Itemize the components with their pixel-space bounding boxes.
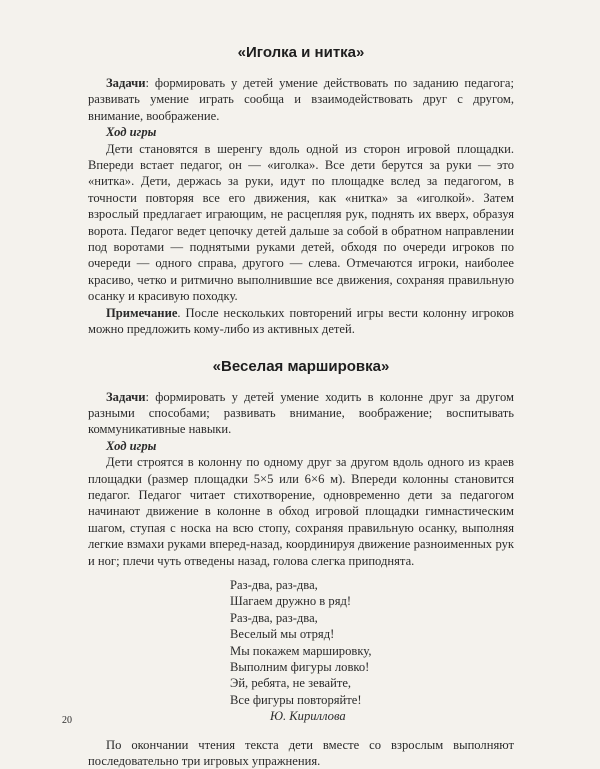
tasks-text: : формировать у детей умение действовать по заданию педагога; развивать умение играть сообща и взаимодействовать друг с другом, внимание, воображение. [88,76,514,123]
game-title-needle-and-thread: «Иголка и нитка» [237,44,365,61]
note-paragraph [88,305,514,338]
tasks-text: : формировать у детей умение ходить в колонне друг за другом разными способами; развивать внимание, воображение; воспитывать коммуникативные навыки. [88,389,514,437]
poem-line: Веселый мы отряд! [230,627,335,642]
note-label: Примечание [106,305,178,320]
poem-line: Эй, ребята, не зевайте, [230,676,352,691]
game-title-merry-march: «Веселая маршировка» [212,357,390,375]
poem-line: Выполним фигуры ловко! [230,660,370,674]
game-course-text: Дети строятся в колонну по одному друг за другом вдоль одного из краев площадки (размер площадки 5×5 или 6×6 м). Впереди колонны становится педагог. Педагог читает стихотворение, одновременно дети за педагогом начинают движение в колонне в обход игровой площадки гимнастическим шагом, ступая с носка на всю стопу, сохраняя правильную осанку, выполняя легкие взмахи руками вперед-назад, координируя движение разноименных рук и ног; плечи чуть отведены назад, голова слегка приподнята. [88,455,514,568]
poem [230,577,514,725]
poem-author: Ю. Кириллова [270,709,346,724]
poem-line: Шагаем дружно в ряд! [230,594,352,609]
page-number: 20 [62,715,72,726]
game-course-heading: Ход игры [106,125,157,140]
tasks-paragraph [88,389,514,438]
poem-line: Мы покажем маршировку, [230,643,372,658]
note-text: . После нескольких повторений игры вести колонну игроков можно предложить кому-либо из активных детей. [88,305,514,337]
tasks-label: Задачи [106,389,146,404]
after-poem-text: По окончании чтения текста дети вместе со взрослым выполняют последовательно три игровых упражнения. [88,737,514,769]
poem-line: Все фигуры повторяйте! [230,692,362,707]
poem-line: Раз-два, раз-два, [230,610,318,625]
tasks-label: Задачи [106,76,146,90]
game-course-text: Дети становятся в шеренгу вдоль одной из сторон игровой площадки. Впереди встает педагог, он — «иголка». Все дети берутся за руки — это «нитка». Дети, держась за руки, идут по площадке вслед за педагогом, в точности повторяя все его движения, как «нитка» за «иголкой». Затем взрослый предлагает играющим, не расцепляя рук, поднять их вверх, образуя ворота. Педагог ведет цепочку детей дальше за собой в обратном направлении под воротами — поднятыми руками детей, обходя по очереди игроков по очереди — одного справа, другого — слева. Отмечаются игроки, наиболее красиво, четко и ритмично выполнившие все движения, сохраняя правильную осанку и красивую походку. [88,141,514,304]
tasks-paragraph [88,75,514,124]
poem-line: Раз-два, раз-два, [230,577,318,592]
game-course-heading: Ход игры [106,438,157,453]
